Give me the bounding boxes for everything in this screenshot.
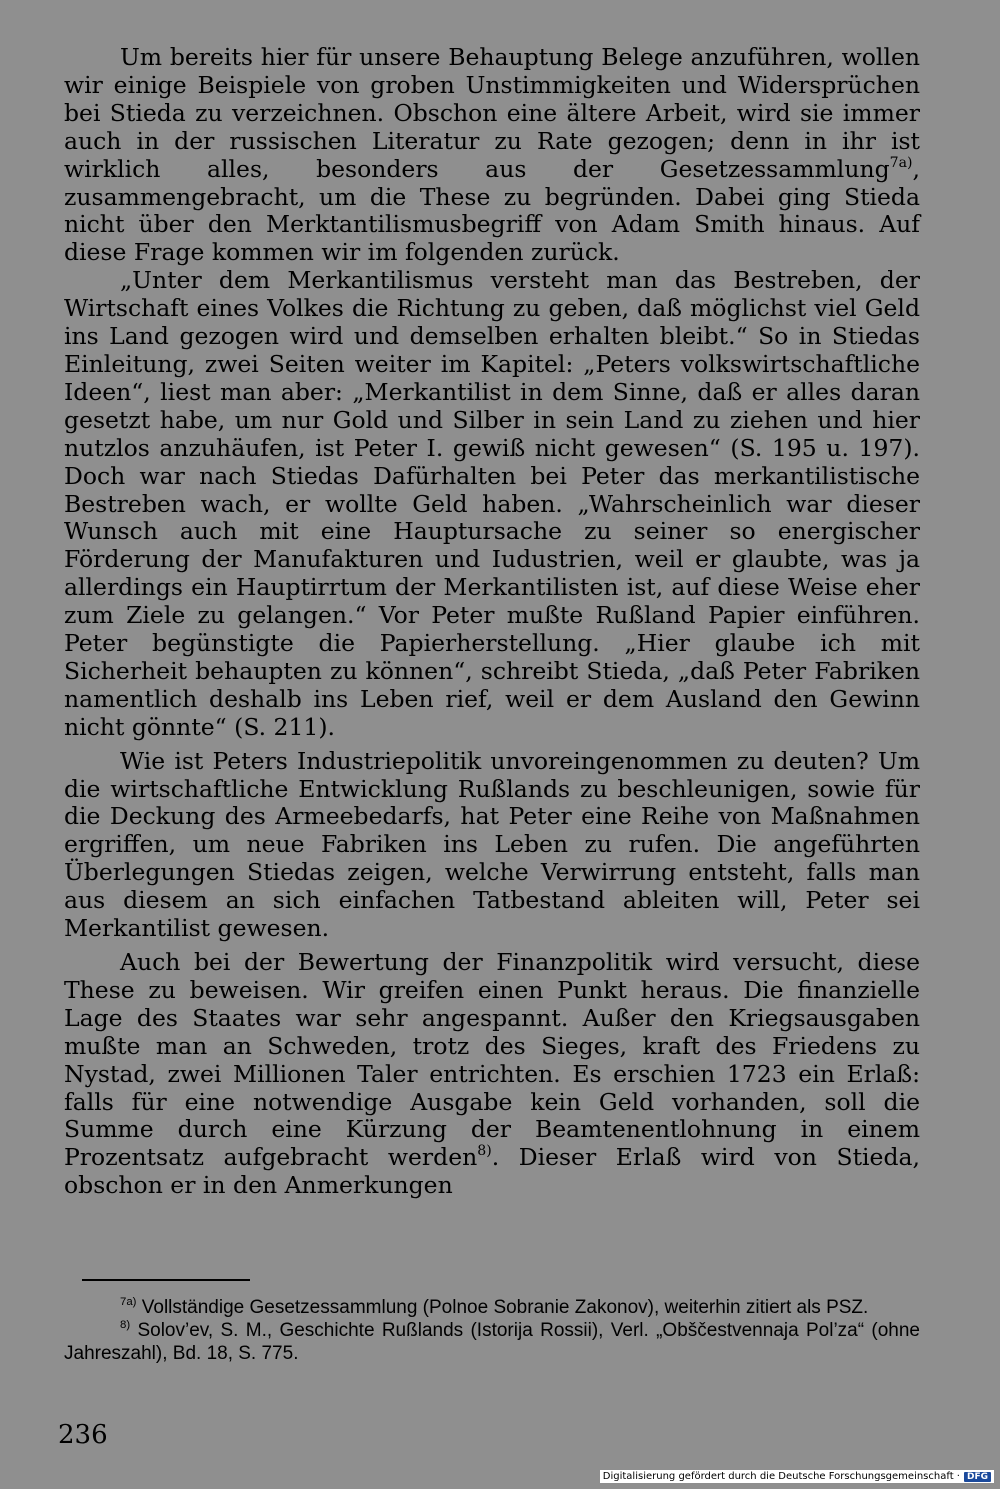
paragraph-1 xyxy=(64,44,920,267)
footnote-ref-7a: 7a) xyxy=(889,154,913,171)
credit-text: Digitalisierung gefördert durch die Deutsche Forschungsgemeinschaft · xyxy=(602,1471,960,1482)
page-number: 236 xyxy=(58,1420,108,1450)
paragraph-4-text-a: Auch bei der Bewertung der Finanzpolitik wird versucht, diese These zu beweisen. Wir greifen einen Punkt heraus. Die finanzielle Lage des Staates war sehr angespannt. Außer den Kriegsausgaben mußte man an Schweden, trotz des Sieges, kraft des Friedens zu Nystad, zwei Millionen Taler entrichten. Es erschien 1723 ein Erlaß: falls für eine notwendige Ausgabe kein Geld vorhanden, soll die Summe durch eine Kürzung der Beamtenentlohnung in einem Prozentsatz aufgebracht werden xyxy=(64,948,920,1172)
footnote-ref-8: 8) xyxy=(477,1143,492,1160)
footnote-7a-text: Vollständige Gesetzessammlung (Polnoe Sobranie Zakonov), weiterhin zitiert als PSZ. xyxy=(136,1297,869,1318)
paragraph-4-text-b: . Dieser Erlaß wird von Stieda, obschon er in den Anmerkungen xyxy=(64,1143,920,1200)
footnote-7a xyxy=(64,1296,920,1319)
paragraph-4 xyxy=(64,949,920,1200)
paragraph-1-text-b: , zusammengebracht, um die These zu begründen. Dabei ging Stieda nicht über den Merktantilismusbegriff von Adam Smith hinaus. Auf diese Frage kommen wir im folgenden zurück. xyxy=(64,154,920,267)
footnote-7a-marker: 7a) xyxy=(120,1296,137,1309)
footnote-8-text: Solov’ev, S. M., Geschichte Rußlands (Istorija Rossii), Verl. „Obščestvennaja Pol’za“ (ohne Jahreszahl), Bd. 18, S. 775. xyxy=(64,1320,920,1364)
footnotes xyxy=(64,1296,920,1365)
main-text xyxy=(64,44,920,1200)
digitization-credit xyxy=(600,1470,994,1483)
paragraph-1-text-a: Um bereits hier für unsere Behauptung Belege anzuführen, wollen wir einige Beispiele von groben Unstimmigkeiten und Widersprüchen bei Stieda zu verzeichnen. Obschon eine ältere Arbeit, wird sie immer auch in der russischen Literatur zu Rate gezogen; denn in ihr ist wirklich alles, besonders aus der Gesetzessammlung xyxy=(64,43,920,183)
paragraph-3: Wie ist Peters Industriepolitik unvoreingenommen zu deuten? Um die wirtschaftliche Entwicklung Rußlands zu beschleunigen, sowie für die Deckung des Armeebedarfs, hat Peter eine Reihe von Maßnahmen ergriffen, um neue Fabriken ins Leben zu rufen. Die angeführten Überlegungen Stiedas zeigen, welche Verwirrung entsteht, falls man aus diesem an sich einfachen Tatbestand ableiten will, Peter sei Merkantilist gewesen. xyxy=(64,746,920,943)
dfg-logo-icon: DFG xyxy=(964,1472,991,1482)
footnote-divider xyxy=(82,1279,250,1281)
footnote-8-marker: 8) xyxy=(120,1319,131,1332)
footnote-8 xyxy=(64,1319,920,1365)
paragraph-2: „Unter dem Merkantilismus versteht man das Bestreben, der Wirtschaft eines Volkes die Richtung zu geben, daß möglichst viel Geld ins Land gezogen wird und demselben erhalten bleibt.“ So in Stiedas Einleitung, zwei Seiten weiter im Kapitel: „Peters volkswirtschaftliche Ideen“, liest man aber: „Merkantilist in dem Sinne, daß er alles daran gesetzt habe, um nur Gold und Silber in sein Land zu ziehen und hier nutzlos anzuhäufen, ist Peter I. gewiß nicht gewesen“ (S. 195 u. 197). Doch war nach Stiedas Dafürhalten bei Peter das merkantilistische Bestreben wach, er wollte Geld haben. „Wahrscheinlich war dieser Wunsch auch mit eine Hauptursache zu seiner so energischer Förderung der Manufakturen und Iudustrien, weil er glaubte, was ja allerdings ein Hauptirrtum der Merkantilisten ist, auf diese Weise eher zum Ziele zu gelangen.“ Vor Peter mußte Rußland Papier einführen. Peter begünstigte die Papierherstellung. „Hier glaube ich mit Sicherheit behaupten zu können“, schreibt Stieda, „daß Peter Fabriken namentlich deshalb ins Leben rief, weil er dem Ausland den Gewinn nicht gönnte“ (S. 211). xyxy=(64,266,920,741)
